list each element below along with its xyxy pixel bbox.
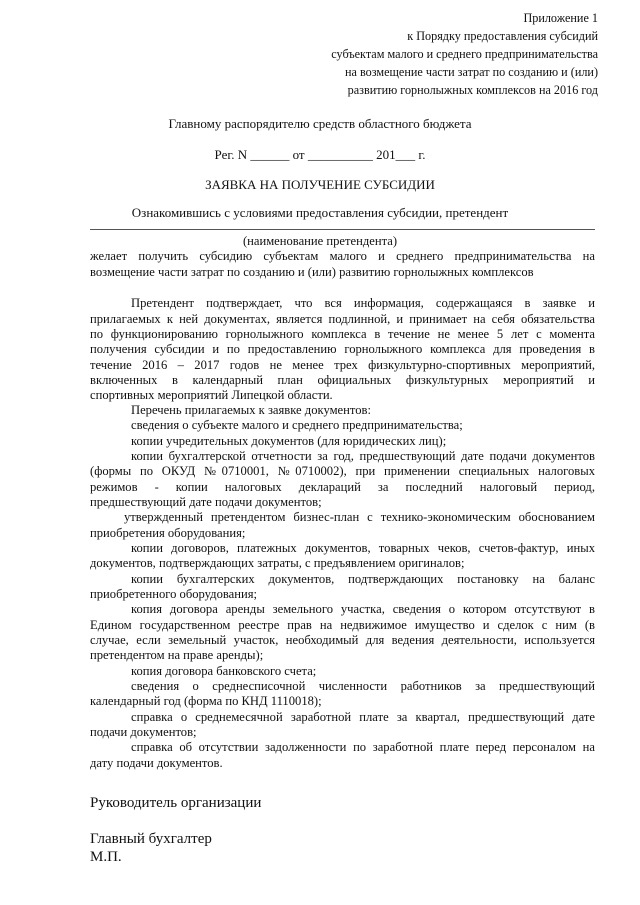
document-item: копии бухгалтерской отчетности за год, предшествующий дате подачи документов: [131, 449, 595, 463]
applicant-name-line: [90, 229, 595, 230]
registration-line: Рег. N ______ от __________ 201___ г.: [214, 147, 426, 162]
document-item: копии бухгалтерских документов, подтверждающих постановку на баланс: [131, 572, 595, 586]
annex-reference-line: на возмещение части затрат по созданию и (или): [345, 65, 598, 79]
document-item: сведения о субъекте малого и среднего предпринимательства;: [131, 418, 463, 432]
document-item: справка об отсутствии задолженности по заработной плате перед персоналом на: [131, 740, 595, 754]
intro-line: Ознакомившись с условиями предоставления субсидии, претендент: [131, 205, 509, 220]
confirm-line: получения субсидии и по предоставлению горнолыжного комплекса для проведения в: [90, 342, 595, 356]
wish-line: желает получить субсидию субъектам малого и среднего предпринимательства на: [90, 249, 595, 263]
confirm-line: течение 2016 – 2017 годов не менее трех физкультурно-спортивных мероприятий,: [90, 358, 595, 372]
confirm-line: по функционированию горнолыжного комплекса в течение не менее 5 лет с момента: [90, 327, 595, 341]
confirm-line: спортивных мероприятий Липецкой области.: [90, 388, 333, 402]
stamp-place: М.П.: [90, 849, 122, 865]
signature-accountant: Главный бухгалтер: [90, 831, 212, 847]
document-item-line: приобретения оборудования;: [90, 526, 246, 540]
document-item-line: приобретенного оборудования;: [90, 587, 258, 601]
document-item: справка о среднемесячной заработной плате за квартал, предшествующий дате: [131, 710, 595, 724]
document-item: сведения о среднесписочной численности работников за предшествующий: [131, 679, 595, 693]
applicant-name-caption: (наименование претендента): [242, 234, 398, 248]
document-item: копия договора банковского счета;: [131, 664, 317, 678]
document-item-line: календарный год (форма по КНД 1110018);: [90, 694, 322, 708]
document-item-line: режимов - копии налоговых деклараций за последний налоговый период,: [90, 480, 595, 494]
document-item-line: (формы по ОКУД №0710001, №0710002), при применении специальных налоговых: [90, 464, 595, 478]
document-item-line: Едином государственном реестре прав на недвижимое имущество и сделок с ним (в: [90, 618, 595, 632]
annex-reference-line: развитию горнолыжных комплексов на 2016 год: [347, 83, 598, 97]
annex-reference-line: субъектам малого и среднего предпринимательства: [331, 47, 598, 61]
annex-number: Приложение 1: [523, 11, 598, 25]
document-title: ЗАЯВКА НА ПОЛУЧЕНИЕ СУБСИДИИ: [205, 177, 435, 192]
document-item-line: дату подачи документов.: [90, 756, 223, 770]
document-item: утвержденный претендентом бизнес-план с технико-экономическим обоснованием: [124, 510, 595, 524]
document-item: копии договоров, платежных документов, товарных чеков, счетов-фактур, иных: [131, 541, 595, 555]
document-item-line: документов, подтверждающих затраты, с предъявлением оригиналов;: [90, 556, 465, 570]
documents-header: Перечень прилагаемых к заявке документов:: [131, 403, 371, 417]
annex-reference-line: к Порядку предоставления субсидий: [407, 29, 598, 43]
wish-line: возмещение части затрат по созданию и (или) развитию горнолыжных комплексов: [90, 265, 534, 279]
confirm-line: Претендент подтверждает, что вся информация, содержащаяся в заявке и: [131, 296, 595, 310]
document-item: копии учредительных документов (для юридических лиц);: [131, 434, 447, 448]
document-item-line: подачи документов;: [90, 725, 197, 739]
document-item: копия договора аренды земельного участка, сведения о котором отсутствуют в: [131, 602, 595, 616]
document-item-line: предшествующий дате подачи документов;: [90, 495, 322, 509]
document-item-line: случае, если земельный участок, необходимый для ведения деятельности, используется: [90, 633, 595, 647]
document-item-line: претендентом на праве аренды);: [90, 648, 264, 662]
confirm-line: включенных в календарный план официальных физкультурных мероприятий и: [90, 373, 595, 387]
signature-head: Руководитель организации: [90, 795, 262, 811]
addressee: Главному распорядителю средств областного бюджета: [168, 116, 472, 131]
confirm-line: прилагаемых к ней документах, является подлинной, и принимает на себя обязательства: [90, 312, 595, 326]
